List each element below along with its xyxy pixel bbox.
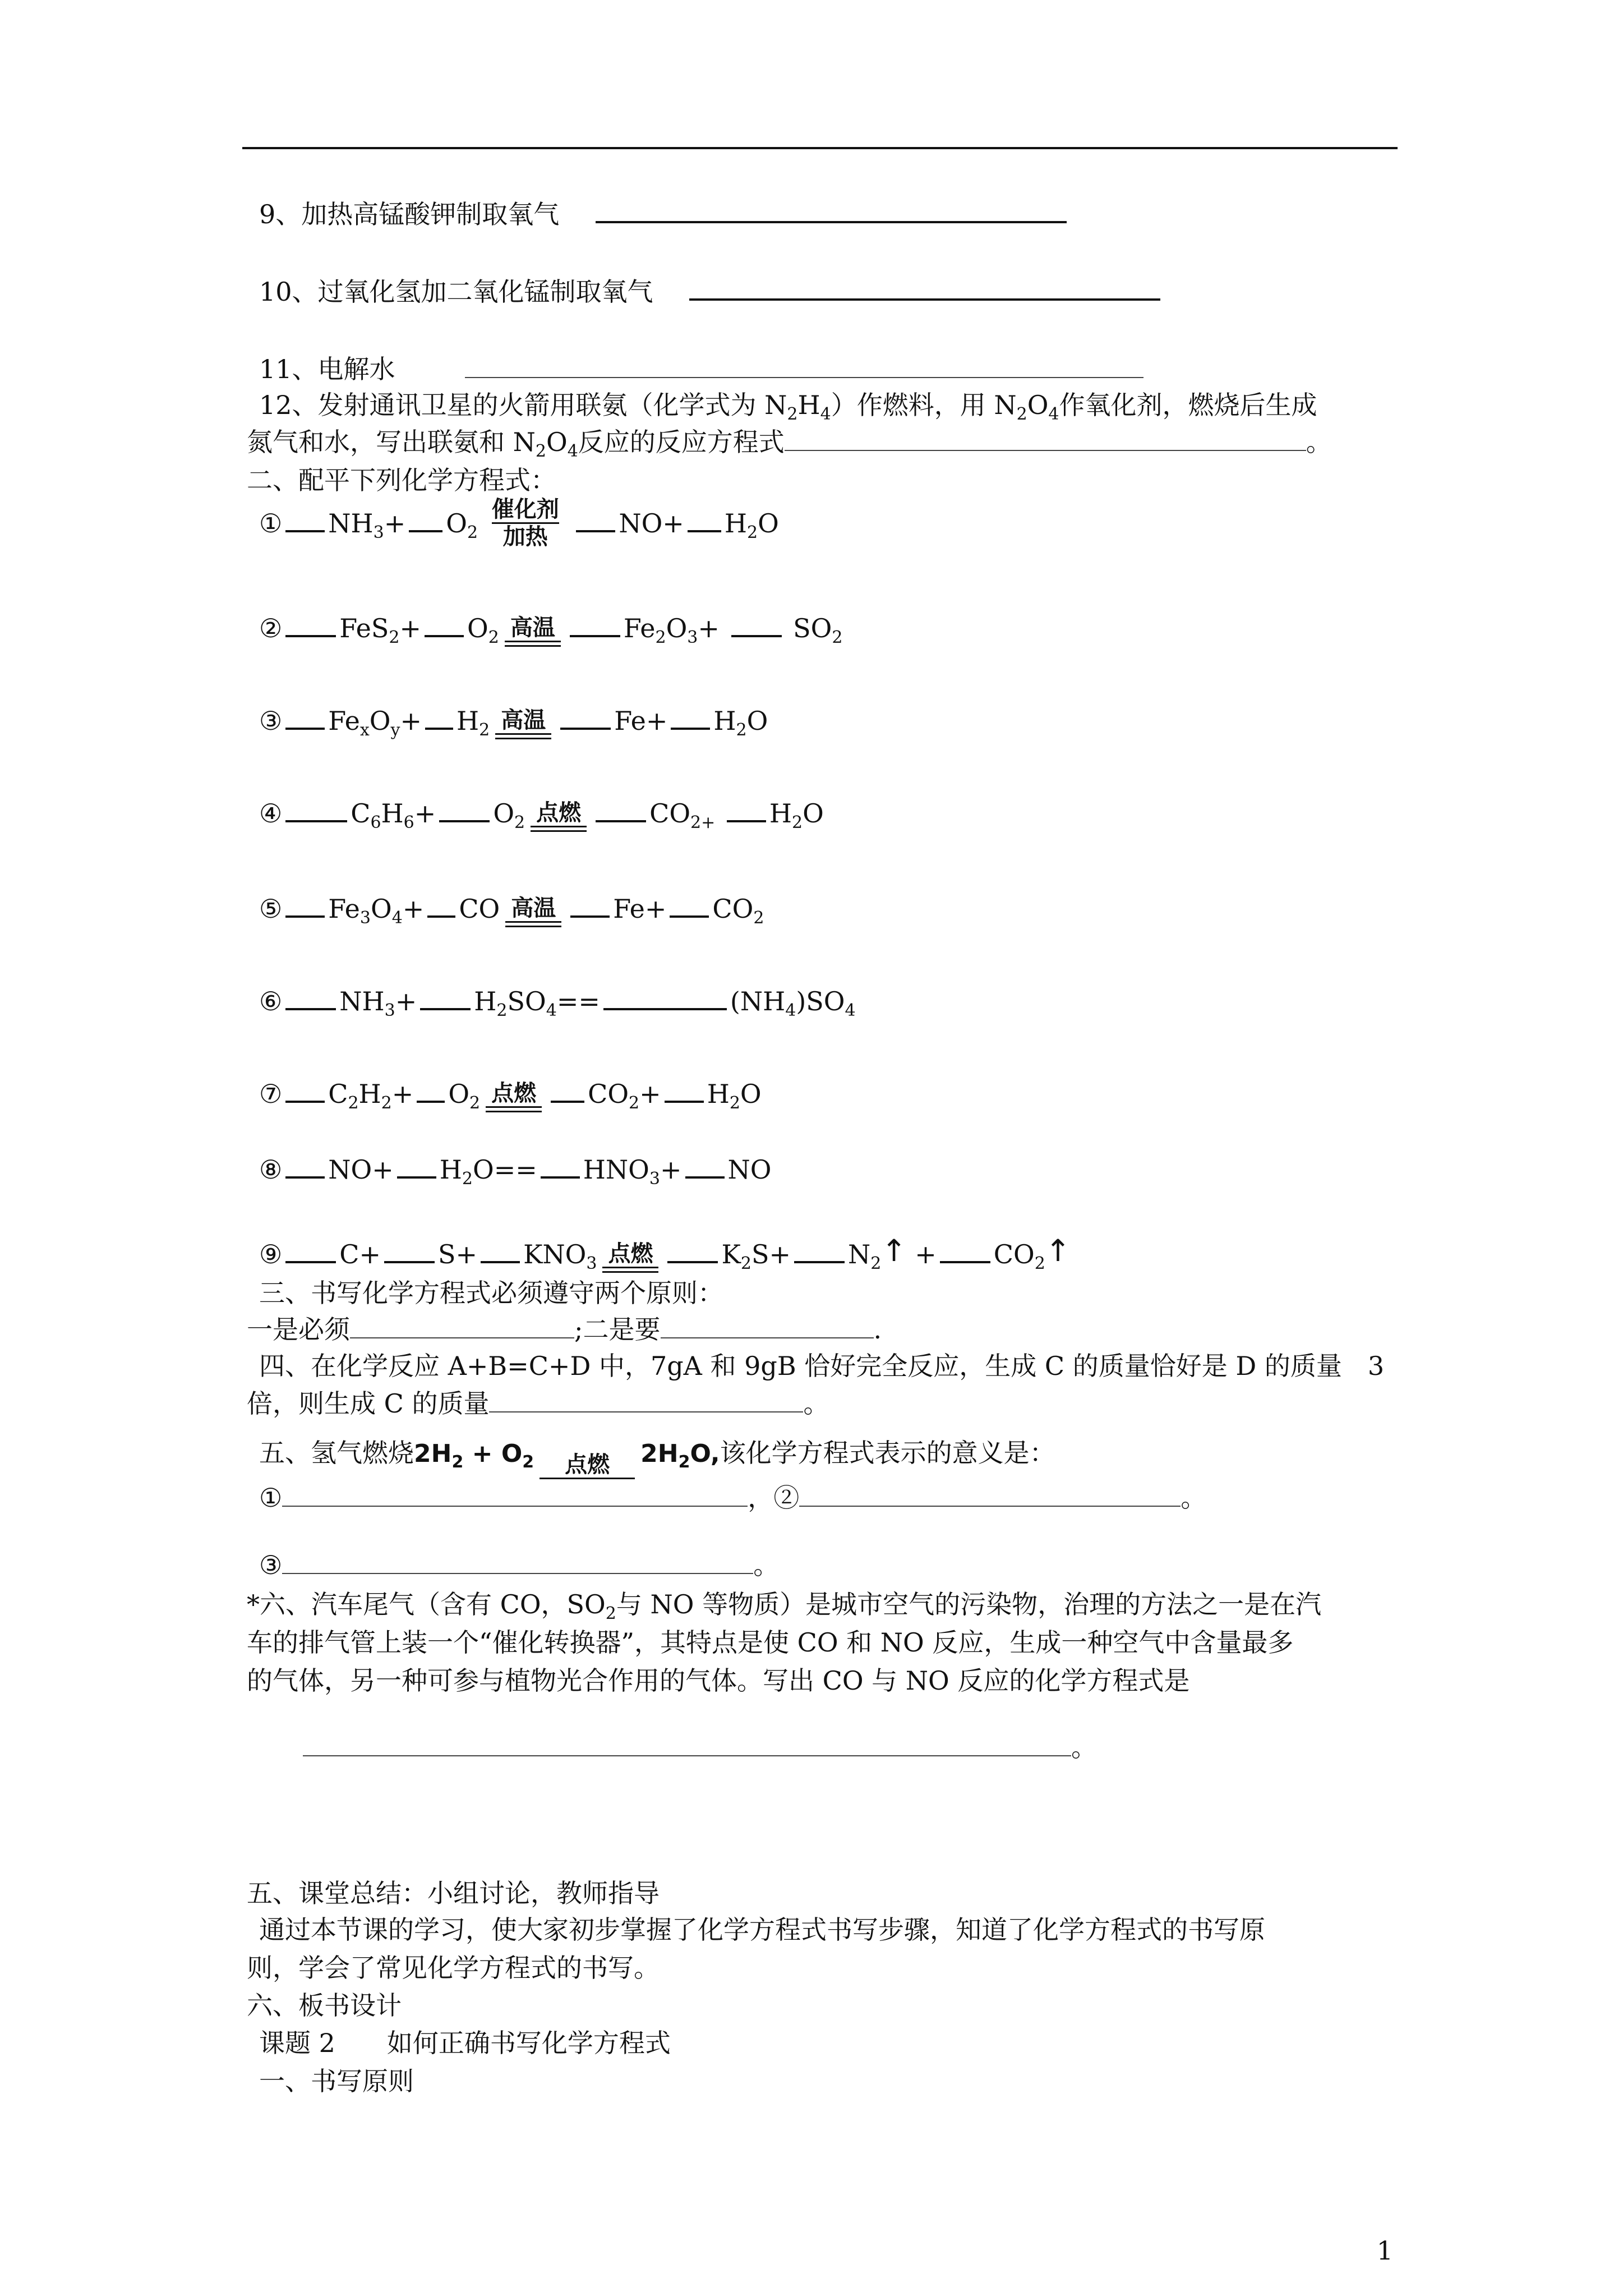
page-number: 1 bbox=[1376, 2235, 1393, 2266]
answer-blank[interactable] bbox=[350, 1315, 574, 1338]
coef-blank[interactable] bbox=[576, 508, 615, 532]
answer-blank[interactable] bbox=[465, 355, 1144, 378]
high-temp-condition: 高温 bbox=[505, 895, 561, 935]
coef-blank[interactable] bbox=[603, 986, 727, 1010]
question-10: 10、过氧化氢加二氧化锰制取氧气 bbox=[259, 275, 1164, 309]
summary-line2: 则，学会了常见化学方程式的书写。 bbox=[247, 1953, 660, 1983]
summary-title: 五、课堂总结：小组讨论，教师指导 bbox=[247, 1878, 660, 1908]
coef-blank[interactable] bbox=[481, 1239, 520, 1263]
coef-blank[interactable] bbox=[671, 705, 710, 730]
equation-1: ① $NH_3+ O_2$ 催化剂 加热 $NO+ H_2O$ bbox=[259, 496, 779, 550]
coef-blank[interactable] bbox=[285, 705, 325, 730]
coef-blank[interactable] bbox=[420, 986, 471, 1010]
coef-blank[interactable] bbox=[667, 1239, 718, 1263]
answer-blank[interactable] bbox=[785, 427, 1306, 451]
equation-9: ⑨ $C+ S+ KNO_3$ 点燃 $K_2S+$ $N_2↑$ + $CO_2↑$ bbox=[259, 1234, 1071, 1281]
coef-blank[interactable] bbox=[685, 1154, 725, 1179]
high-temp-condition: 高温 bbox=[495, 707, 551, 747]
equation-2: ② $FeS_2+ O_2$ 高温 $Fe_2O_3+ SO_2$ bbox=[259, 611, 843, 655]
high-temp-condition: 高温 bbox=[505, 615, 561, 655]
answer-blank[interactable] bbox=[282, 1550, 753, 1574]
section-6-line2: 车的排气管上装一个“催化转换器”，其特点是使 CO 和 NO 反应，生成一种空气中含量最多 bbox=[247, 1627, 1294, 1658]
coef-blank[interactable] bbox=[425, 705, 453, 730]
coef-blank[interactable] bbox=[427, 893, 455, 918]
coef-blank[interactable] bbox=[285, 508, 325, 532]
coef-blank[interactable] bbox=[665, 1078, 704, 1103]
catalyst-condition: 催化剂 加热 bbox=[491, 496, 559, 550]
coef-blank[interactable] bbox=[384, 1239, 435, 1263]
question-11: 11、电解水 bbox=[259, 352, 1144, 386]
coef-blank[interactable] bbox=[727, 798, 766, 822]
coef-blank[interactable] bbox=[570, 613, 620, 637]
equation-3: ③ $Fe_xO_y+ H_2$ 高温 $Fe+ H_2O$ bbox=[259, 704, 768, 747]
answer-blank[interactable] bbox=[489, 1389, 803, 1412]
coef-blank[interactable] bbox=[409, 508, 442, 532]
coef-blank[interactable] bbox=[596, 798, 646, 822]
section-6-answer: 。 bbox=[303, 1731, 1097, 1764]
answer-blank[interactable] bbox=[596, 199, 1067, 223]
question-12-line1: 12、发射通讯卫星的火箭用联氨（化学式为 $N_2H_4$）作燃料，用 $N_2O_4$作氧化剂，燃烧后生成 bbox=[259, 390, 1317, 424]
equation-8: ⑧ $NO+ H_2O== HNO_3+$ NO bbox=[259, 1154, 772, 1189]
section-5-meaning-3: ③ 。 bbox=[259, 1550, 780, 1580]
question-12-line2: 氮气和水，写出联氨和 $N_2O_4$反应的反应方程式 。 bbox=[247, 427, 1332, 461]
coef-blank[interactable] bbox=[688, 508, 721, 532]
section-6-line3: 的气体，另一种可参与植物光合作用的气体。写出 CO 与 NO 反应的化学方程式是 bbox=[247, 1665, 1190, 1696]
answer-blank[interactable] bbox=[799, 1483, 1181, 1507]
section-3-answers: 一是必须 ;二是要 . bbox=[247, 1314, 882, 1345]
ignite-condition: 点燃 bbox=[540, 1452, 635, 1479]
coef-blank[interactable] bbox=[397, 1154, 436, 1179]
coef-blank[interactable] bbox=[285, 986, 336, 1010]
board-item-1: 一、书写原则 bbox=[259, 2066, 414, 2096]
coef-blank[interactable] bbox=[417, 1078, 445, 1103]
ignite-condition: 点燃 bbox=[531, 800, 587, 840]
hydrogen-equation: $2H_2 + O_2$ bbox=[414, 1439, 534, 1472]
section-6-line1: *六、汽车尾气（含有 CO，$SO_2$与 NO 等物质）是城市空气的污染物，治理的方法之一是在汽 bbox=[247, 1589, 1322, 1623]
equation-5: ⑤ $Fe_3O_4+$ CO 高温 $Fe+ CO_2$ bbox=[259, 892, 764, 935]
section-5-meanings: ① ，② 。 bbox=[259, 1483, 1207, 1513]
coef-blank[interactable] bbox=[940, 1239, 990, 1263]
board-title: 六、板书设计 bbox=[247, 1990, 402, 2021]
coef-blank[interactable] bbox=[794, 1239, 845, 1263]
equation-6: ⑥ $NH_3+ H_2SO_4== (NH_4)SO_4$ bbox=[259, 986, 856, 1020]
summary-line1: 通过本节课的学习，使大家初步掌握了化学方程式书写步骤，知道了化学方程式的书写原 bbox=[259, 1915, 1265, 1945]
answer-blank[interactable] bbox=[303, 1733, 1071, 1756]
section-5-title: 五、氢气燃烧$2H_2 + O_2$ 点燃 $2H_2O$,该化学方程式表示的意义是： bbox=[259, 1436, 1055, 1479]
coef-blank[interactable] bbox=[670, 893, 709, 918]
coef-blank[interactable] bbox=[425, 613, 464, 637]
coef-blank[interactable] bbox=[731, 613, 782, 637]
section-3-title: 三、书写化学方程式必须遵守两个原则： bbox=[259, 1278, 723, 1308]
answer-blank[interactable] bbox=[689, 276, 1160, 301]
coef-blank[interactable] bbox=[285, 798, 347, 822]
coef-blank[interactable] bbox=[551, 1078, 584, 1103]
coef-blank[interactable] bbox=[285, 1078, 325, 1103]
header-rule bbox=[242, 147, 1398, 149]
equation-4: ④ $C_6H_6+ O_2$ 点燃 $CO_{2+}$ $H_2O$ bbox=[259, 797, 824, 840]
coef-blank[interactable] bbox=[285, 613, 336, 637]
question-9: 9、加热高锰酸钾制取氧气 bbox=[259, 197, 1070, 231]
section-4-line2: 倍，则生成 C 的质量 。 bbox=[247, 1388, 829, 1419]
coef-blank[interactable] bbox=[439, 798, 490, 822]
coef-blank[interactable] bbox=[285, 893, 325, 918]
coef-blank[interactable] bbox=[560, 705, 611, 730]
coef-blank[interactable] bbox=[541, 1154, 580, 1179]
equation-7: ⑦ $C_2H_2+ O_2$ 点燃 $CO_2+ H_2O$ bbox=[259, 1077, 762, 1120]
coef-blank[interactable] bbox=[285, 1239, 336, 1263]
answer-blank[interactable] bbox=[661, 1315, 874, 1338]
answer-blank[interactable] bbox=[282, 1483, 748, 1507]
gas-arrow-icon: ↑ bbox=[1045, 1233, 1071, 1268]
ignite-condition: 点燃 bbox=[602, 1241, 658, 1281]
coef-blank[interactable] bbox=[285, 1154, 325, 1179]
board-lesson: 课题 2 如何正确书写化学方程式 bbox=[259, 2028, 671, 2058]
section-4-line1: 四、在化学反应 A+B=C+D 中，7gA 和 9gB 恰好完全反应，生成 C 的质量恰好是 D 的质量 3 bbox=[259, 1351, 1385, 1381]
coef-blank[interactable] bbox=[570, 893, 610, 918]
ignite-condition: 点燃 bbox=[486, 1080, 542, 1120]
section-2-title: 二、配平下列化学方程式： bbox=[247, 465, 556, 495]
gas-arrow-icon: ↑ bbox=[881, 1233, 907, 1268]
